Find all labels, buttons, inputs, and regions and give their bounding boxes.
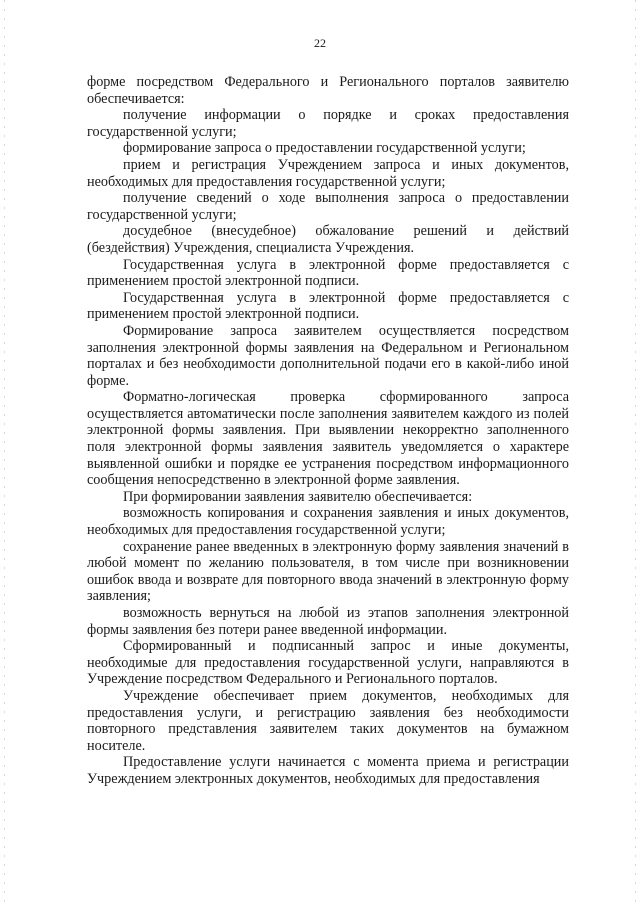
right-edge-scan-mark [635,0,636,905]
left-edge-scan-mark [4,0,5,905]
paragraph: Формирование запроса заявителем осуществляется посредством заполнения электронной формы заявления на Федеральном и Региональном порталах и без необходимости дополнительной подачи его в какой-либо иной форме. [87,322,569,389]
page-number: 22 [314,36,326,50]
paragraph: При формировании заявления заявителю обеспечивается: [123,488,473,505]
paragraph: прием и регистрация Учреждением запроса и иных документов, необходимых для предоставления государственной услуги; [87,156,569,190]
paragraph: Государственная услуга в электронной форме предоставляется с применением простой электронной подписи. [87,289,569,323]
document-body [87,74,569,788]
paragraph: получение информации о порядке и сроках предоставления государственной услуги; [87,107,569,140]
paragraph: Учреждение обеспечивает прием документов, необходимых для предоставления услуги, и регистрацию заявления без необходимости повторного представления заявителем таких документов на бумажном носителе. [87,687,569,754]
paragraph: формирование запроса о предоставлении государственной услуги; [123,140,526,157]
paragraph: получение сведений о ходе выполнения запроса о предоставлении государственной услуги; [87,190,569,223]
paragraph: возможность вернуться на любой из этапов заполнения электронной формы заявления без потери ранее введенной информации. [87,605,569,638]
paragraph: Сформированный и подписанный запрос и иные документы, необходимые для предоставления государственной услуги, направляются в Учреждение посредством Федерального и Регионального порталов. [87,638,569,688]
paragraph: Государственная услуга в электронной форме предоставляется с применением простой электронной подписи. [87,256,569,290]
paragraph: Предоставление услуги начинается с момента приема и регистрации Учреждением электронных документов, необходимых для предоставления [87,754,569,787]
paragraph: возможность копирования и сохранения заявления и иных документов, необходимых для предоставления государственной услуги; [87,505,569,539]
paragraph: сохранение ранее введенных в электронную форму заявления значений в любой момент по желанию пользователя, в том числе при возникновении ошибок ввода и возврате для повторного ввода значений в электронную форму заявления; [87,538,569,605]
paragraph: досудебное (внесудебное) обжалование решений и действий (бездействия) Учреждения, специалиста Учреждения. [87,223,569,256]
paragraph: форме посредством Федерального и Регионального порталов заявителю обеспечивается: [87,74,569,107]
paragraph: Форматно-логическая проверка сформированного запроса осуществляется автоматически после заполнения заявителем каждого из полей электронной формы заявления. При выявлении некорректно заполненного поля электронной формы заявления заявитель уведомляется о характере выявленной ошибки и порядке ее устранения посредством информационного сообщения непосредственно в электронной форме заявления. [87,389,569,489]
